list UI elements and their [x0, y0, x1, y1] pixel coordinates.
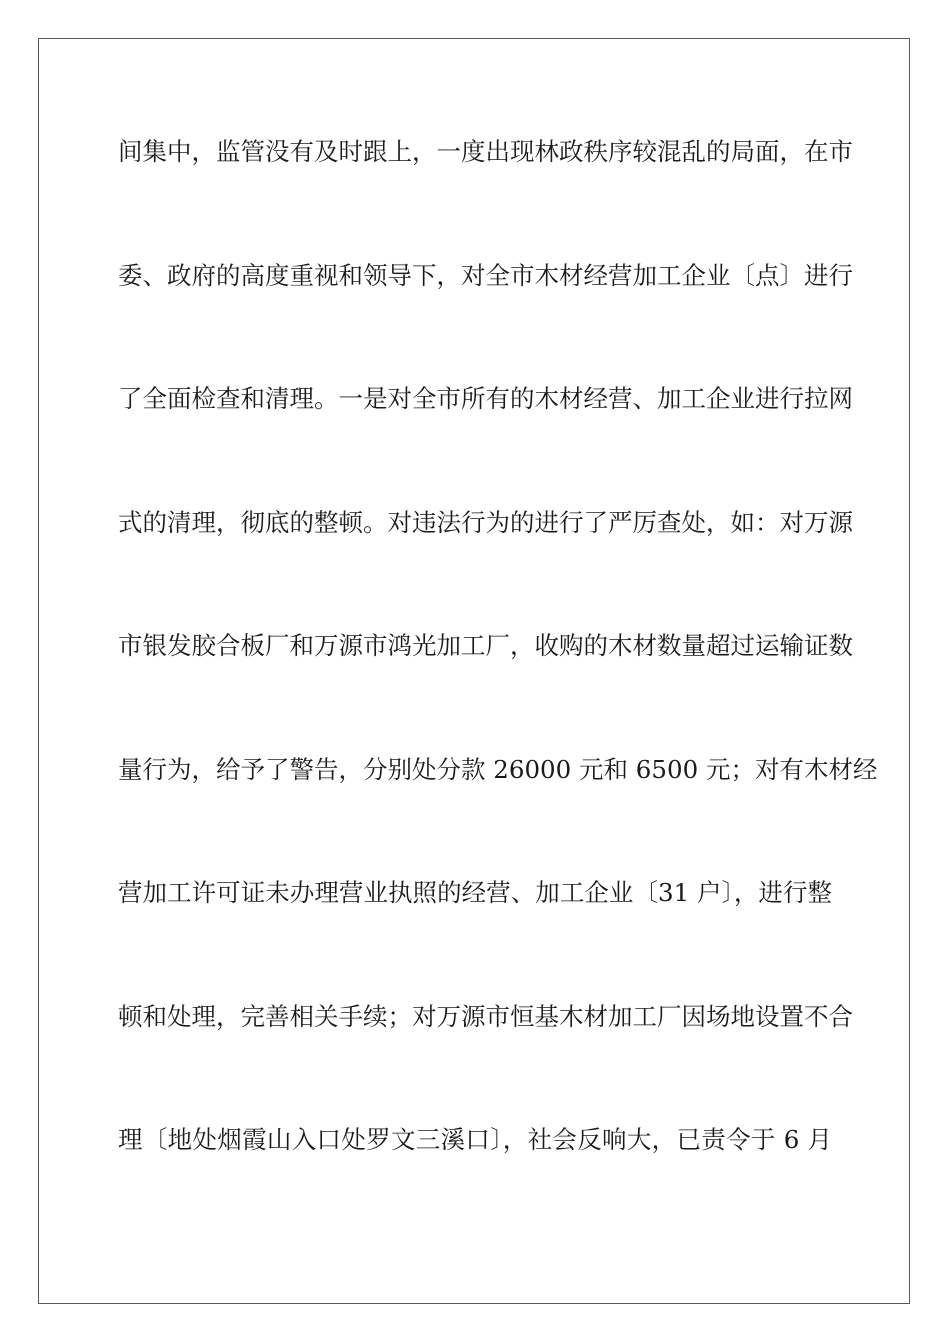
- body-text-line-5: 市银发胶合板厂和万源市鸿光加工厂，收购的木材数量超过运输证数: [118, 631, 853, 660]
- page-border: [38, 38, 910, 1304]
- body-text-line-2: 委、政府的高度重视和领导下，对全市木材经营加工企业〔点〕进行: [118, 261, 853, 290]
- body-text-line-9: 理〔地处烟霞山入口处罗文三溪口〕，社会反响大，已责令于 6 月: [118, 1125, 832, 1154]
- body-text-line-6: 量行为，给予了警告，分别处分款 26000 元和 6500 元；对有木材经: [118, 755, 878, 784]
- body-text-line-4: 式的清理，彻底的整顿。对违法行为的进行了严厉查处，如：对万源: [118, 508, 853, 537]
- body-text-line-8: 顿和处理，完善相关手续；对万源市恒基木材加工厂因场地设置不合: [118, 1002, 853, 1031]
- body-text-line-3: 了全面检查和清理。一是对全市所有的木材经营、加工企业进行拉网: [118, 384, 853, 413]
- body-text-line-7: 营加工许可证未办理营业执照的经营、加工企业〔31 户〕，进行整: [118, 878, 832, 907]
- body-text-line-1: 间集中，监管没有及时跟上，一度出现林政秩序较混乱的局面，在市: [118, 137, 853, 166]
